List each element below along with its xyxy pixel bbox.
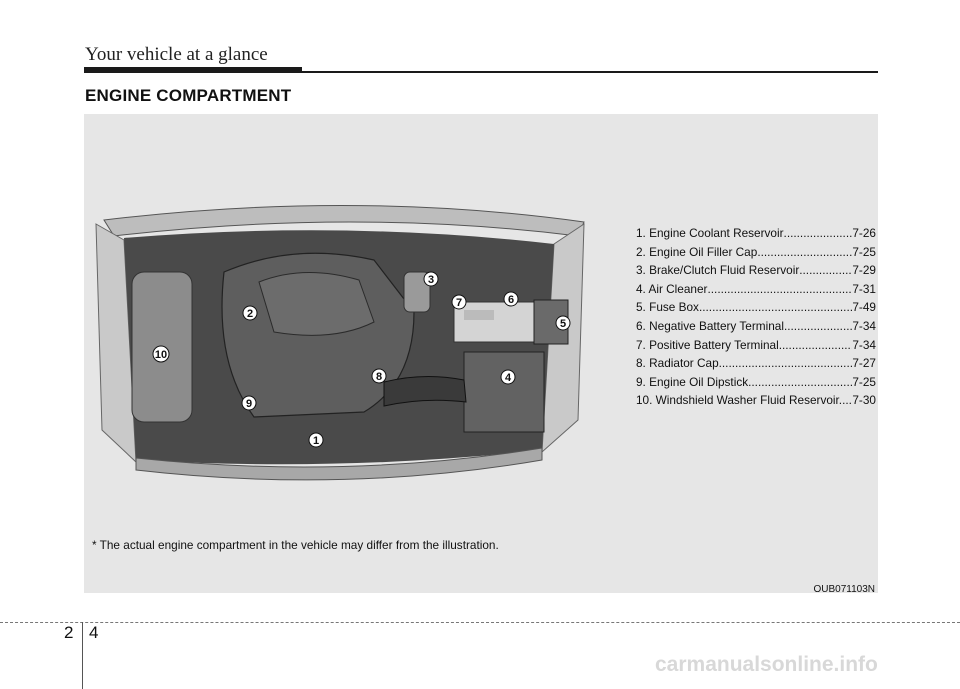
callout-label: 3	[427, 274, 435, 286]
legend-item: 10. Windshield Washer Fluid Reservoir.. ..... 7-30	[636, 391, 876, 410]
callout-label: 7	[455, 297, 463, 309]
legend-item: 4. Air Cleaner ..... 7-31	[636, 280, 876, 299]
callout-6	[504, 292, 518, 306]
callout-label: 2	[246, 308, 254, 320]
callout-label: 9	[245, 398, 253, 410]
legend-item: 6. Negative Battery Terminal ..... 7-34	[636, 317, 876, 336]
legend-item: 7. Positive Battery Terminal ..... 7-34	[636, 336, 876, 355]
engine-compartment-illustration	[84, 202, 629, 502]
legend-item: 8. Radiator Cap ..... 7-27	[636, 354, 876, 373]
battery	[454, 302, 534, 342]
callout-5	[556, 316, 570, 330]
legend-item: 5. Fuse Box ..... 7-49	[636, 298, 876, 317]
illustration-footnote: * The actual engine compartment in the vehicle may differ from the illustration.	[92, 538, 499, 552]
chapter-number: 2	[64, 623, 74, 642]
footer-dashed-rule	[0, 622, 960, 623]
legend-item: 9. Engine Oil Dipstick ..... 7-25	[636, 373, 876, 392]
callout-9	[242, 396, 256, 410]
callout-4	[501, 370, 515, 384]
illustration-panel	[84, 114, 878, 593]
legend-item: 2. Engine Oil Filler Cap ..... 7-25	[636, 243, 876, 262]
section-title: ENGINE COMPARTMENT	[85, 86, 292, 105]
callout-label: 10	[154, 349, 168, 361]
callout-2	[243, 306, 257, 320]
callout-label: 4	[504, 372, 512, 384]
callout-label: 8	[375, 371, 383, 383]
callout-10	[153, 346, 169, 362]
callout-label: 1	[312, 435, 320, 447]
header-rule	[84, 71, 878, 73]
component-legend	[636, 224, 876, 410]
air-cleaner	[464, 352, 544, 432]
footer-divider	[82, 622, 83, 689]
callout-1	[309, 433, 323, 447]
callout-label: 5	[559, 318, 567, 330]
page-number: 4	[89, 623, 99, 642]
callout-7	[452, 295, 466, 309]
image-code: OUB071103N	[813, 584, 875, 595]
callout-3	[424, 272, 438, 286]
legend-item: 3. Brake/Clutch Fluid Reservoir ..... 7-29	[636, 261, 876, 280]
callout-label: 6	[507, 294, 515, 306]
callout-8	[372, 369, 386, 383]
legend-item: 1. Engine Coolant Reservoir ..... 7-26	[636, 224, 876, 243]
watermark: carmanualsonline.info	[655, 653, 878, 676]
running-header: Your vehicle at a glance	[85, 44, 268, 65]
